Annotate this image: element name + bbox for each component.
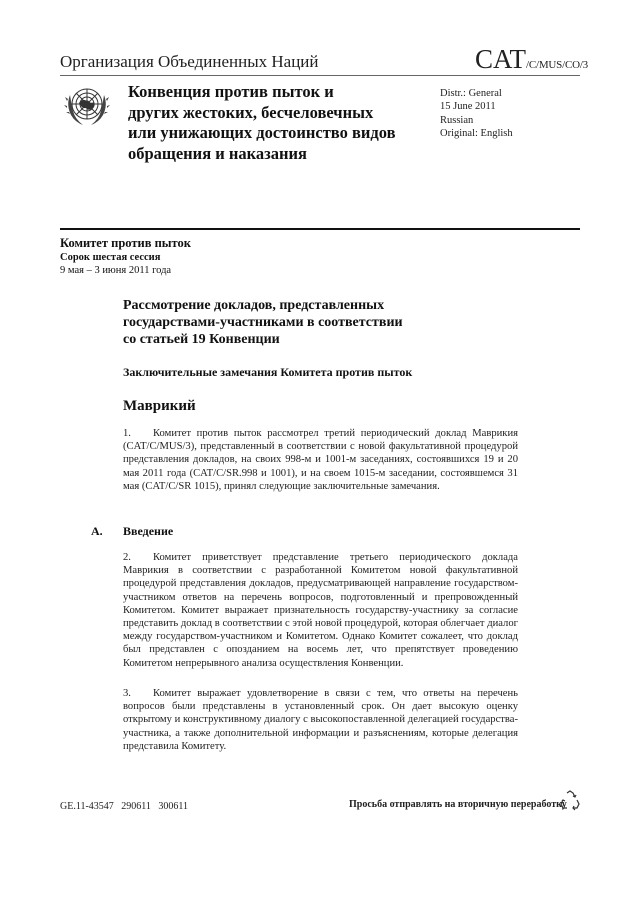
distribution-block (440, 87, 513, 140)
recycle-notice: Просьба отправлять на вторичную переработку (349, 799, 567, 810)
committee-name: Комитет против пыток (60, 236, 191, 250)
document-job-number: GE.11-43547 290611 300611 (60, 801, 189, 812)
paragraph-text: Комитет выражает удовлетворение в связи с тем, что ответы на перечень вопросов были представлены в установленный срок. Он дает высокую оценку открытому и конструктивному диалогу с высокопоставленной делегацией государства-участника, а также дополнительной информации и разъяснениям, которые делегация представила Комитету. (123, 688, 518, 752)
paragraph-number: 1. (123, 428, 131, 439)
paragraph-text: Комитет приветствует представление третьего периодического доклада Маврикия в соответствии с разработанной Комитетом новой факультативной процедурой представления докладов, предусматривающей направление государством-участником ответов на перечень вопросов, подготовленный и препровожденный Комитетом. Комитет выражает признательность государству-участнику за согласие представить доклад в соответствии с этой новой процедурой, которая облегчает диалог между государством-участником и Комитетом. Однако Комитет сожалеет, что доклад был представлен с опозданием на восемь лет, что препятствует проведению Комитетом непрерывного анализа осуществления Конвенции. (123, 552, 518, 669)
session-name: Сорок шестая сессия (60, 252, 161, 263)
paragraph-1 (123, 427, 518, 493)
country-heading: Маврикий (123, 398, 196, 414)
paragraph-number: 3. (123, 688, 131, 699)
document-language: Russian (440, 114, 474, 126)
section-title: Введение (123, 524, 174, 538)
title-divider (60, 228, 580, 230)
review-title-line: со статьей 19 Конвенции (123, 332, 280, 347)
committee-block (60, 236, 191, 277)
header-divider (60, 75, 580, 76)
review-title-line: Рассмотрение докладов, представленных (123, 298, 385, 313)
organization-name: Организация Объединенных Наций (60, 52, 319, 71)
document-symbol (475, 44, 588, 75)
paragraph-number: 2. (123, 552, 131, 563)
convention-title-line: других жестоких, бесчеловечных (128, 102, 374, 122)
convention-title-line: обращения и наказания (128, 143, 307, 163)
symbol-suffix: /C/MUS/CO/3 (526, 59, 588, 71)
convention-title-line: или унижающих достоинство видов (128, 123, 396, 142)
section-heading-introduction (91, 524, 173, 539)
session-dates: 9 мая – 3 июня 2011 года (60, 265, 172, 276)
paragraph-2 (123, 551, 518, 670)
issue-date: 15 June 2011 (440, 101, 496, 113)
review-title-line: государствами-участниками в соответствии (123, 315, 403, 330)
original-language: Original: English (440, 127, 513, 139)
convention-title-line: Конвенция против пыток и (128, 82, 334, 101)
distribution-type: Distr.: General (440, 88, 502, 99)
recycle-icon (560, 790, 580, 812)
paragraph-text: Комитет против пыток рассмотрел третий периодический доклад Маврикия (CAT/C/MUS/3), представленный в соответствии с новой факультативной процедурой представления докладов, на своих 998-м и 1001-м заседаниях, состоявшихся 19 и 20 мая 2011 года (CAT/C/SR.998 и 1001), и на своем 1015-м заседании, состоявшемся 31 мая (CAT/C/SR 1015), принял следующие заключительные замечания. (123, 428, 518, 492)
un-emblem-icon (62, 81, 112, 131)
review-title (123, 297, 523, 348)
convention-title (128, 82, 428, 164)
section-letter: A. (91, 524, 103, 538)
paragraph-3 (123, 687, 518, 753)
concluding-observations-title: Заключительные замечания Комитета против пыток (123, 365, 413, 379)
symbol-main: CAT (474, 44, 526, 74)
